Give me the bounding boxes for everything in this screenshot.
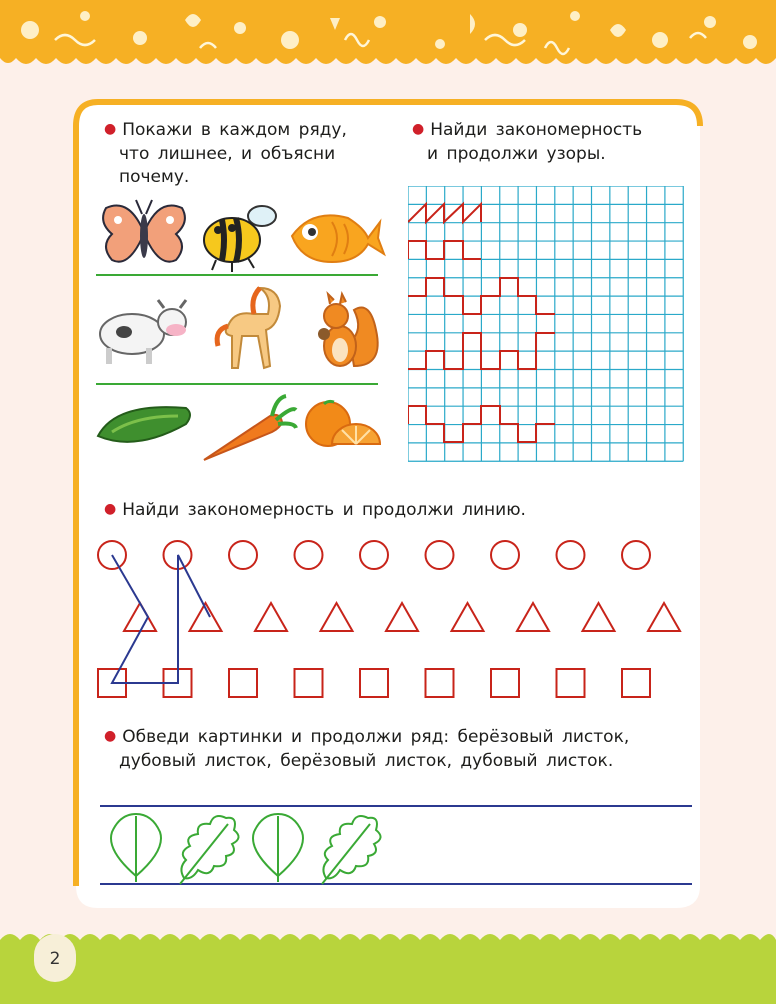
task-odd-line-3: почему. xyxy=(119,167,190,187)
task-line xyxy=(104,499,526,523)
triangle-shape xyxy=(452,603,484,631)
carrot-icon xyxy=(204,396,296,460)
cucumber-icon xyxy=(98,407,190,442)
bullet-icon: ● xyxy=(104,501,117,517)
circle-shape xyxy=(557,541,585,569)
triangle-shape xyxy=(321,603,353,631)
task-line-text: Найди закономерность и продолжи линию. xyxy=(122,500,526,520)
pattern-square-wave xyxy=(408,241,481,259)
square-shape xyxy=(557,669,585,697)
horse-icon xyxy=(217,288,280,368)
triangle-shape xyxy=(255,603,287,631)
bullet-icon: ● xyxy=(104,728,117,744)
orange-icon xyxy=(306,401,380,446)
shapes-line-exercise xyxy=(90,536,700,706)
square-shape xyxy=(491,669,519,697)
triangle-shape xyxy=(517,603,549,631)
oak-leaf-icon xyxy=(322,816,381,884)
birch-leaf-icon xyxy=(253,814,303,882)
grid-lines xyxy=(408,186,683,461)
butterfly-icon xyxy=(103,200,185,262)
task-leaves-line-1: Обведи картинки и продолжи ряд: берёзовый листок, xyxy=(122,727,630,747)
pattern-grid xyxy=(408,186,686,464)
circle-shape xyxy=(426,541,454,569)
square-shape xyxy=(360,669,388,697)
task-patterns-line-2: и продолжи узоры. xyxy=(427,144,606,164)
bullet-icon: ● xyxy=(412,121,425,137)
triangle-shape xyxy=(386,603,418,631)
top-decorative-banner xyxy=(0,0,776,70)
bullet-icon: ● xyxy=(104,121,117,137)
task-odd-one-out xyxy=(104,119,347,189)
oak-leaf-icon xyxy=(180,816,239,884)
odd-one-out-pictures xyxy=(92,190,388,468)
squirrel-icon xyxy=(318,294,378,366)
birch-leaf-icon xyxy=(111,814,161,882)
footer-band xyxy=(0,928,776,1004)
triangle-shape xyxy=(124,603,156,631)
circle-shape xyxy=(491,541,519,569)
circle-shape xyxy=(295,541,323,569)
task-patterns xyxy=(412,119,642,166)
circle-shape xyxy=(622,541,650,569)
task-odd-line-2: что лишнее, и объясни xyxy=(119,144,336,164)
square-shape xyxy=(229,669,257,697)
fish-icon xyxy=(292,215,384,262)
triangle-shape xyxy=(583,603,615,631)
task-leaves-line-2: дубовый листок, берёзовый листок, дубовый листок. xyxy=(119,751,614,771)
leaves-strip xyxy=(96,800,696,890)
circle-shape xyxy=(360,541,388,569)
task-odd-line-1: Покажи в каждом ряду, xyxy=(122,120,347,140)
square-shape xyxy=(295,669,323,697)
square-shape xyxy=(622,669,650,697)
square-shape xyxy=(426,669,454,697)
task-patterns-line-1: Найди закономерность xyxy=(430,120,643,140)
circle-shape xyxy=(229,541,257,569)
triangle-shape xyxy=(648,603,680,631)
pattern-zigzag xyxy=(408,204,481,222)
cow-icon xyxy=(100,300,186,364)
page-number: 2 xyxy=(49,949,61,969)
bee-icon xyxy=(204,206,276,272)
task-leaves xyxy=(104,726,629,773)
